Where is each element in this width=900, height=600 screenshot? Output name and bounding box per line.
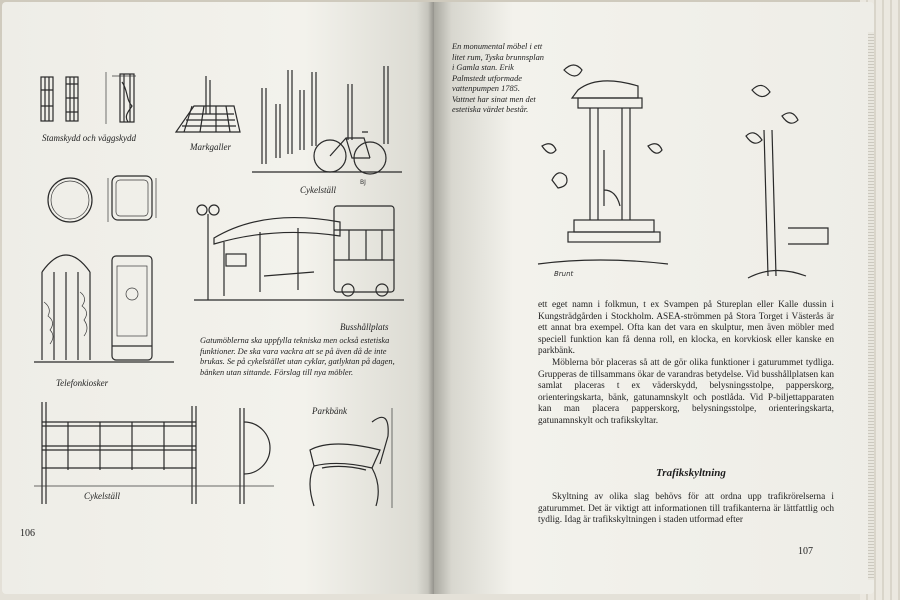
bicycle-stand-drawing <box>252 60 402 190</box>
main-text-block <box>538 300 834 428</box>
open-book <box>2 2 874 594</box>
caption-stamskydd: Stamskydd och väggskydd <box>42 133 136 143</box>
water-pump-drawing <box>538 50 838 290</box>
tree-guard-drawing <box>36 72 156 132</box>
right-page <box>434 2 874 594</box>
section-heading: Trafikskyltning <box>656 467 726 479</box>
drawing-signature: Brunt <box>554 270 574 278</box>
caption-telefonkiosker: Telefonkiosker <box>56 378 109 388</box>
street-furniture-caption: Gatumöblerna ska uppfylla tekniska men också estetiska funktioner. De ska vara vackra att se på även då de inte brukas. Se på cykelstället utan cyklar, gatlyktan på dagen, bänken utan sittande. Förslag till nya möbler. <box>200 336 395 377</box>
caption-cykelstall-top: Cykelställ <box>300 185 336 195</box>
caption-parkbank: Parkbänk <box>312 406 347 416</box>
caption-busshallplats: Busshållplats <box>340 322 389 332</box>
bicycle-stand-artist-mark: BJ <box>360 179 366 186</box>
section-text-block <box>538 492 834 527</box>
paragraph-1: ett eget namn i folkmun, t ex Svampen på Stureplan eller Kalle dussin i Kungsträdgården i Stockholm. ASEA-strömmen på Stora Torget i Västerås är ett annat bra exempel. Ofta kan det vara en skulptur, men även möbler med speciell funktion kan få denna roll, en klocka, en korvkiosk eller kanske en parkbänk. <box>538 300 834 357</box>
left-page <box>2 2 434 594</box>
page-number-left: 106 <box>20 528 35 539</box>
park-bench-drawing <box>302 402 412 512</box>
page-stack-edge <box>868 32 874 580</box>
pump-figure-caption: En monumental möbel i ett litet rum, Tyska brunnsplan i Gamla stan. Erik Palmstedt utformade vattenpumpen 1785. Vattnet har sinat men det estetiska värdet består. <box>452 42 544 114</box>
phone-booth-plan-drawing <box>44 170 164 230</box>
tree-grate-drawing <box>172 74 242 138</box>
bus-shelter-drawing <box>194 200 404 315</box>
page-number-right: 107 <box>798 546 813 557</box>
paragraph-2: Möblerna bör placeras så att de gör olika funktioner i gaturummet tydliga. Grupperas de tillsammans ökar de varandras betydelse. Vid busshållplatsen kan samlat placeras t ex väderskydd, belysningsstolpe, papperskorg, orienteringskarta, bänk, gatunamnskylt och postlåda. Vid P-biljettapparaten kan man placera papperskorg, belysningsstolpe, orienteringskarta, gatunamnskylt och trafikskyltar. <box>538 357 834 426</box>
phone-booth-drawing <box>34 242 174 372</box>
bicycle-rack-drawing <box>34 400 274 508</box>
caption-cykelstall-bottom: Cykelställ <box>84 491 120 501</box>
caption-markgaller: Markgaller <box>190 142 231 152</box>
paragraph-3: Skyltning av olika slag behövs för att ordna upp trafikrörelserna i gaturummet. Det är viktigt att informationen till trafikanterna är lättfattlig och tydlig. Idag är trafikskyltningen i staden utformad efter <box>538 492 834 526</box>
